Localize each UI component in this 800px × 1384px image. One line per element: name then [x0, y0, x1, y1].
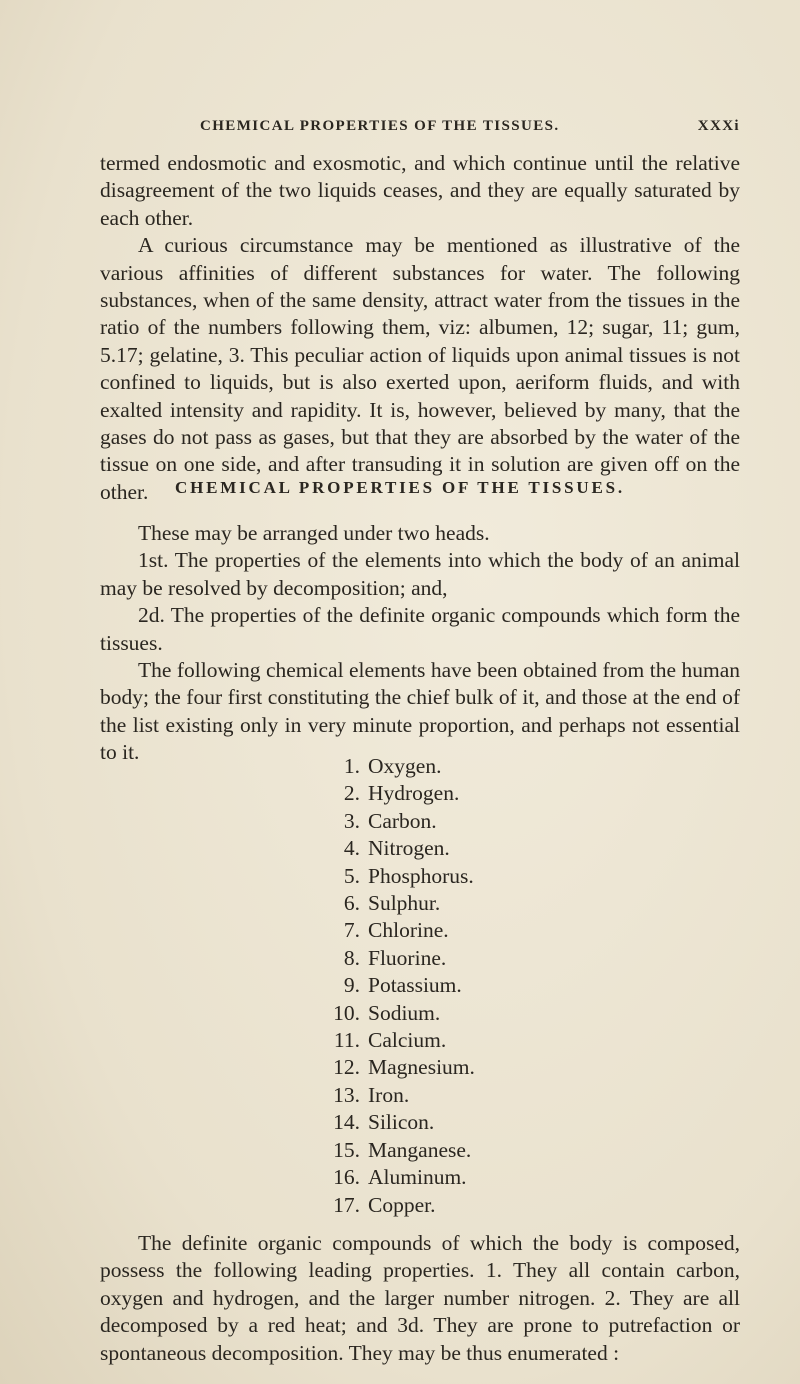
list-number: 1.: [343, 754, 360, 778]
list-item: [322, 1082, 642, 1109]
list-item: [322, 1192, 642, 1219]
list-number: 11.: [333, 1028, 360, 1053]
element-name: Nitrogen.: [368, 836, 450, 861]
list-item: [322, 1054, 642, 1081]
list-item: [322, 863, 642, 890]
list-number: 16.: [333, 1165, 360, 1190]
list-number: 14.: [333, 1110, 360, 1135]
paragraph-elements-intro: The following chemical elements have been obtained from the human body; the four first constituting the chief bulk of it, and those at the end of the list existing only in very minute proportion, and perhaps not essential to it.: [100, 658, 740, 765]
element-name: Carbon.: [368, 808, 437, 833]
element-name: Potassium.: [368, 973, 462, 998]
element-name: Copper.: [368, 1192, 436, 1217]
element-name: Chlorine.: [368, 918, 449, 943]
intro-text: [100, 150, 740, 506]
paragraph-second-head: 2d. The properties of the definite organic compounds which form the tissues.: [100, 603, 740, 655]
list-item: [322, 808, 642, 835]
list-number: 4.: [343, 836, 360, 861]
element-name: Sodium.: [368, 1000, 441, 1025]
element-name: Aluminum.: [368, 1165, 467, 1190]
list-item: [322, 753, 642, 780]
list-number: 3.: [343, 808, 360, 833]
element-name: Magnesium.: [368, 1055, 475, 1080]
list-item: [322, 1000, 642, 1027]
element-name: Sulphur.: [368, 891, 441, 916]
list-item: [322, 1164, 642, 1191]
list-item: [322, 945, 642, 972]
list-number: 15.: [333, 1137, 360, 1162]
element-list: [322, 753, 642, 1219]
paragraph-continuation: termed endosmotic and exosmotic, and which continue until the relative disagreement of the two liquids ceases, and they are equally saturated by each other.: [100, 151, 740, 230]
element-name: Manganese.: [368, 1137, 472, 1162]
list-item: [322, 972, 642, 999]
list-number: 6.: [343, 891, 360, 916]
list-item: [322, 917, 642, 944]
element-name: Silicon.: [368, 1110, 435, 1135]
list-number: 5.: [343, 863, 360, 888]
element-name: Oxygen.: [368, 754, 442, 778]
list-item: [322, 780, 642, 807]
list-number: 8.: [343, 945, 360, 970]
list-number: 13.: [333, 1082, 360, 1107]
element-name: Iron.: [368, 1082, 410, 1107]
list-number: 2.: [343, 781, 360, 806]
list-item: [322, 1137, 642, 1164]
running-head-title: CHEMICAL PROPERTIES OF THE TISSUES.: [200, 118, 560, 134]
list-number: 12.: [333, 1055, 360, 1080]
paragraph-organic-compounds: The definite organic compounds of which the body is composed, possess the following leading properties. 1. They all contain carbon, oxygen and hydrogen, and the larger number nitrogen. 2. They are all decomposed by a red heat; and 3d. They are prone to putrefaction or spontaneous decomposition. They may be thus enumerated :: [100, 1231, 740, 1365]
paragraph-first-head: 1st. The properties of the elements into which the body of an animal may be resolved by decomposition; and,: [100, 548, 740, 600]
list-item: [322, 1027, 642, 1054]
paragraph-heads: These may be arranged under two heads.: [138, 521, 490, 545]
closing-text: [100, 1230, 740, 1367]
paragraph-affinities: A curious circumstance may be mentioned as illustrative of the various affinities of different substances for water. The following substances, when of the same density, attract water from the tissues in the ratio of the numbers following them, viz: albumen, 12; sugar, 11; gum, 5.17; gelatine, 3. This peculiar action of liquids upon animal tissues is not confined to liquids, but is also exerted upon, aeriform fluids, and with exalted intensity and rapidity. It is, however, believed by many, that the gases do not pass as gases, but that they are absorbed by the water of the tissue on one side, and after transuding it in solution are given off on the other.: [100, 233, 740, 504]
page-number: XXXi: [697, 118, 740, 134]
list-number: 10.: [333, 1000, 360, 1025]
element-name: Hydrogen.: [368, 781, 460, 806]
section-heading: CHEMICAL PROPERTIES OF THE TISSUES.: [175, 478, 625, 497]
element-name: Phosphorus.: [368, 863, 474, 888]
list-number: 7.: [343, 918, 360, 943]
section-text: [100, 520, 740, 767]
list-item: [322, 835, 642, 862]
element-name: Calcium.: [368, 1028, 447, 1053]
list-number: 17.: [333, 1192, 360, 1217]
list-item: [322, 890, 642, 917]
list-number: 9.: [343, 973, 360, 998]
element-name: Fluorine.: [368, 945, 447, 970]
list-item: [322, 1109, 642, 1136]
